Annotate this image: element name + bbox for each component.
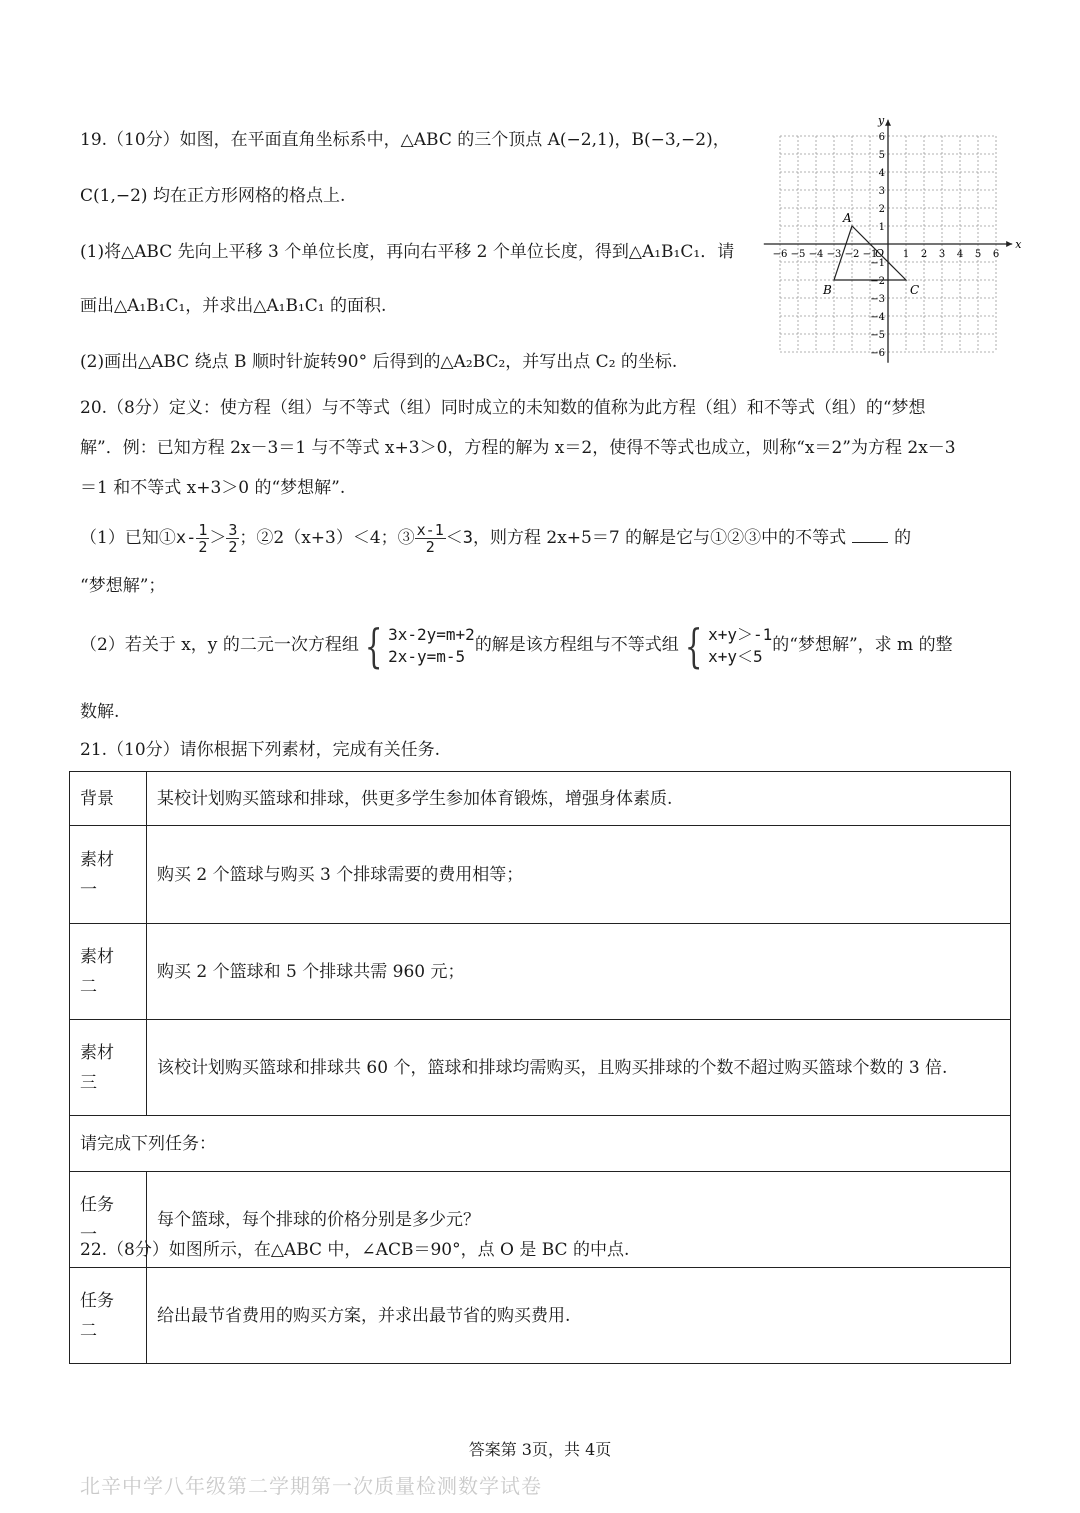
vertex-label: A [843,211,852,225]
left-brace-icon: { [364,618,383,673]
y-tick-label: 3 [878,186,885,197]
fraction-x-minus-1-over-2 [415,522,446,555]
row-head [70,1020,147,1116]
y-axis-arrow-icon [885,120,891,126]
equation-system [388,624,475,668]
table-row [70,826,1011,924]
q20-part1-rest: ，则方程 2x+5＝7 的解是它与①②③中的不等式 [473,528,847,548]
x-tick-label: −4 [808,249,824,260]
x-tick-label: −3 [826,249,842,260]
q20-line-3: ＝1 和不等式 x+3＞0 的“梦想解”. [80,478,346,498]
origin-label: O [875,247,885,260]
y-tick-label: 6 [878,132,885,143]
less-than-3: ＜3 [445,528,473,548]
row-text: 该校计划购买篮球和排球共 60 个，篮球和排球均需购买，且购买排球的个数不超过购买篮球个数的 3 倍. [147,1020,1011,1116]
row-head-text: 素材一 [80,849,114,900]
vertex-label: B [823,283,832,297]
fraction-denominator: 2 [228,538,238,556]
inequality-system [708,624,772,668]
y-tick-label: −3 [870,294,885,305]
x-tick-label: 1 [902,249,910,260]
y-tick-label: 1 [878,222,885,233]
q20-part2-end: 的“梦想解”，求 m 的整 [772,635,953,655]
y-tick-label: −4 [870,312,885,323]
q20-line-2: 解”．例：已知方程 2x－3＝1 与不等式 x+3＞0，方程的解为 x＝2，使得不等式也成立，则称“x＝2”为方程 2x－3 [80,438,956,458]
table-row [70,1268,1011,1364]
q20-part2-intro: （2）若关于 x，y 的二元一次方程组 [80,635,359,655]
row-head-text: 素材二 [80,946,114,997]
x-tick-label: 2 [920,249,928,260]
equation-1: 3x-2y=m+2 [388,624,475,644]
ineq1-lhs: x- [175,528,197,548]
q20-part2 [80,618,953,672]
y-tick-label: 2 [878,204,885,215]
fraction-denominator: 2 [198,538,208,556]
coordinate-grid-figure [762,113,1022,363]
row-head: 背景 [70,772,147,826]
q19-line-4: 画出△A₁B₁C₁，并求出△A₁B₁C₁ 的面积. [80,296,387,316]
q19-line-3: (1)将△ABC 先向上平移 3 个单位长度，再向右平移 2 个单位长度，得到△A₁B₁C₁．请 [80,242,735,262]
q20-part1-end: 的 [894,528,912,548]
coordinate-grid-svg [762,113,1022,363]
answer-blank[interactable] [852,528,888,543]
row-text: 购买 2 个篮球与购买 3 个排球需要的费用相等； [147,826,1011,924]
x-tick-label: −6 [772,249,788,260]
q20-line-1: 20.（8分）定义：使方程（组）与不等式（组）同时成立的未知数的值称为此方程（组）和不等式（组）的“梦想 [80,398,926,418]
y-tick-label: 4 [878,168,885,179]
q20-part1-line2: “梦想解”； [80,576,166,596]
y-tick-label: −2 [870,276,885,287]
fraction-numerator: x-1 [416,521,444,539]
left-brace-icon: { [684,618,703,673]
q20-part2-mid: 的解是该方程组与不等式组 [474,635,679,655]
row-text: 购买 2 个篮球和 5 个排球共需 960 元； [147,924,1011,1020]
inequality-2: x+y＜5 [708,646,763,666]
page-footer: 答案第 3页，共 4页 [468,1440,612,1459]
fraction-3-2 [226,522,239,555]
x-tick-label: 6 [992,249,1000,260]
fraction-denominator: 2 [425,538,435,556]
x-tick-label: 5 [974,249,982,260]
q19-line-1: 19.（10分）如图，在平面直角坐标系中，△ABC 的三个顶点 A(−2,1)，B(−3,−2)， [80,130,730,150]
fraction-1-2 [196,522,209,555]
y-tick-label: −5 [870,330,885,341]
q19-line-5: (2)画出△ABC 绕点 B 顺时针旋转90° 后得到的△A₂BC₂，并写出点 C₂ 的坐标. [80,352,678,372]
table-row [70,1116,1011,1172]
vertex-label: C [910,283,920,297]
y-axis-label: y [878,113,885,127]
q20-part1-intro: （1）已知① [80,528,176,548]
q19-line-2: C(1,−2) 均在正方形网格的格点上. [80,186,346,206]
y-tick-label: −6 [870,348,885,359]
x-axis-label: x [1015,238,1022,251]
row-text: 给出最节省费用的购买方案，并求出最节省的购买费用. [147,1268,1011,1364]
table-row [70,772,1011,826]
watermark: 北辛中学八年级第二学期第一次质量检测数学试卷 [80,1474,542,1498]
q20-part1-mid: ；②2（x+3）＜4；③ [239,528,415,548]
equation-2: 2x-y=m-5 [388,646,466,666]
q20-part2-line2: 数解. [80,702,120,722]
q20-part1 [80,518,911,558]
fraction-numerator: 1 [198,521,208,539]
x-tick-label: −5 [790,249,806,260]
x-axis-arrow-icon [1006,241,1012,247]
x-tick-label: 4 [956,249,964,260]
y-tick-label: −1 [870,258,885,269]
x-tick-label: 3 [938,249,946,260]
q21-title: 21.（10分）请你根据下列素材，完成有关任务. [80,740,441,760]
materials-table [69,771,1011,1364]
table-row [70,924,1011,1020]
row-head [70,1268,147,1364]
table-row [70,1020,1011,1116]
x-tick-label: −2 [844,249,860,260]
row-text: 某校计划购买篮球和排球，供更多学生参加体育锻炼，增强身体素质. [147,772,1011,826]
row-text: 每个篮球，每个排球的价格分别是多少元？ [147,1172,1011,1268]
row-span-text: 请完成下列任务： [70,1116,1011,1172]
fraction-numerator: 3 [228,521,238,539]
inequality-1: x+y＞-1 [708,624,773,644]
y-tick-label: 5 [878,150,885,161]
row-head [70,924,147,1020]
q22-line-1: 22.（8分）如图所示，在△ABC 中，∠ACB＝90°，点 O 是 BC 的中点. [80,1240,630,1260]
greater-than-sign: ＞ [209,528,227,548]
row-head-text: 任务一 [80,1194,114,1245]
x-tick-label: −1 [862,249,878,260]
row-head [70,826,147,924]
row-head-text: 任务二 [80,1290,114,1341]
row-head-text: 素材三 [80,1042,114,1093]
